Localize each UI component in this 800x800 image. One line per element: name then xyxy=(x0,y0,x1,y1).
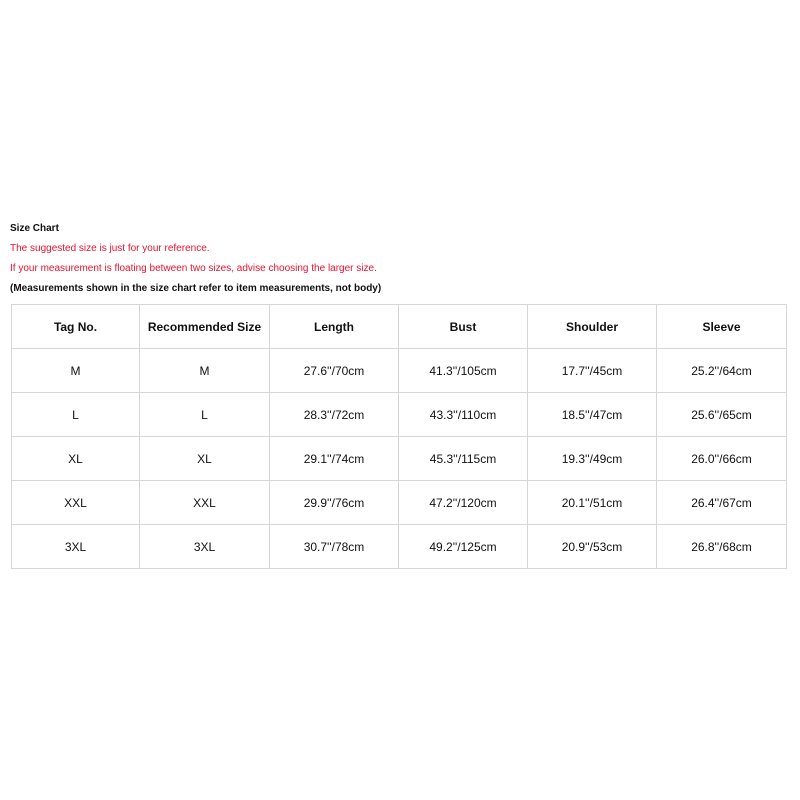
cell-bust: 43.3''/110cm xyxy=(399,393,528,437)
size-chart-table xyxy=(11,304,787,569)
size-chart-title: Size Chart xyxy=(10,223,59,234)
header-sleeve: Sleeve xyxy=(657,305,787,349)
cell-recommended-size: XXL xyxy=(140,481,270,525)
size-chart-notes xyxy=(10,222,790,296)
cell-shoulder: 20.9''/53cm xyxy=(528,525,657,569)
cell-sleeve: 26.0''/66cm xyxy=(657,437,787,481)
table-row xyxy=(12,349,787,393)
cell-length: 27.6''/70cm xyxy=(270,349,399,393)
cell-tag-no: L xyxy=(12,393,140,437)
header-shoulder: Shoulder xyxy=(528,305,657,349)
cell-shoulder: 17.7''/45cm xyxy=(528,349,657,393)
cell-shoulder: 19.3''/49cm xyxy=(528,437,657,481)
cell-tag-no: XL xyxy=(12,437,140,481)
cell-recommended-size: 3XL xyxy=(140,525,270,569)
cell-recommended-size: M xyxy=(140,349,270,393)
table-row xyxy=(12,481,787,525)
cell-sleeve: 26.8''/68cm xyxy=(657,525,787,569)
header-tag-no: Tag No. xyxy=(12,305,140,349)
cell-bust: 49.2''/125cm xyxy=(399,525,528,569)
table-header-row xyxy=(12,305,787,349)
table-row xyxy=(12,393,787,437)
cell-tag-no: M xyxy=(12,349,140,393)
cell-bust: 41.3''/105cm xyxy=(399,349,528,393)
header-recommended-size: Recommended Size xyxy=(140,305,270,349)
cell-recommended-size: XL xyxy=(140,437,270,481)
cell-length: 29.9''/76cm xyxy=(270,481,399,525)
table-row xyxy=(12,437,787,481)
reference-note: The suggested size is just for your reference. xyxy=(10,243,210,254)
table-row xyxy=(12,525,787,569)
larger-size-advice: If your measurement is floating between two sizes, advise choosing the larger size. xyxy=(10,263,377,274)
cell-bust: 47.2''/120cm xyxy=(399,481,528,525)
cell-tag-no: XXL xyxy=(12,481,140,525)
cell-bust: 45.3''/115cm xyxy=(399,437,528,481)
cell-tag-no: 3XL xyxy=(12,525,140,569)
cell-length: 30.7''/78cm xyxy=(270,525,399,569)
cell-sleeve: 26.4''/67cm xyxy=(657,481,787,525)
cell-length: 28.3''/72cm xyxy=(270,393,399,437)
measurement-disclaimer: (Measurements shown in the size chart refer to item measurements, not body) xyxy=(10,283,382,294)
cell-length: 29.1''/74cm xyxy=(270,437,399,481)
cell-recommended-size: L xyxy=(140,393,270,437)
cell-shoulder: 18.5''/47cm xyxy=(528,393,657,437)
header-bust: Bust xyxy=(399,305,528,349)
cell-sleeve: 25.6''/65cm xyxy=(657,393,787,437)
header-length: Length xyxy=(270,305,399,349)
cell-sleeve: 25.2''/64cm xyxy=(657,349,787,393)
cell-shoulder: 20.1''/51cm xyxy=(528,481,657,525)
